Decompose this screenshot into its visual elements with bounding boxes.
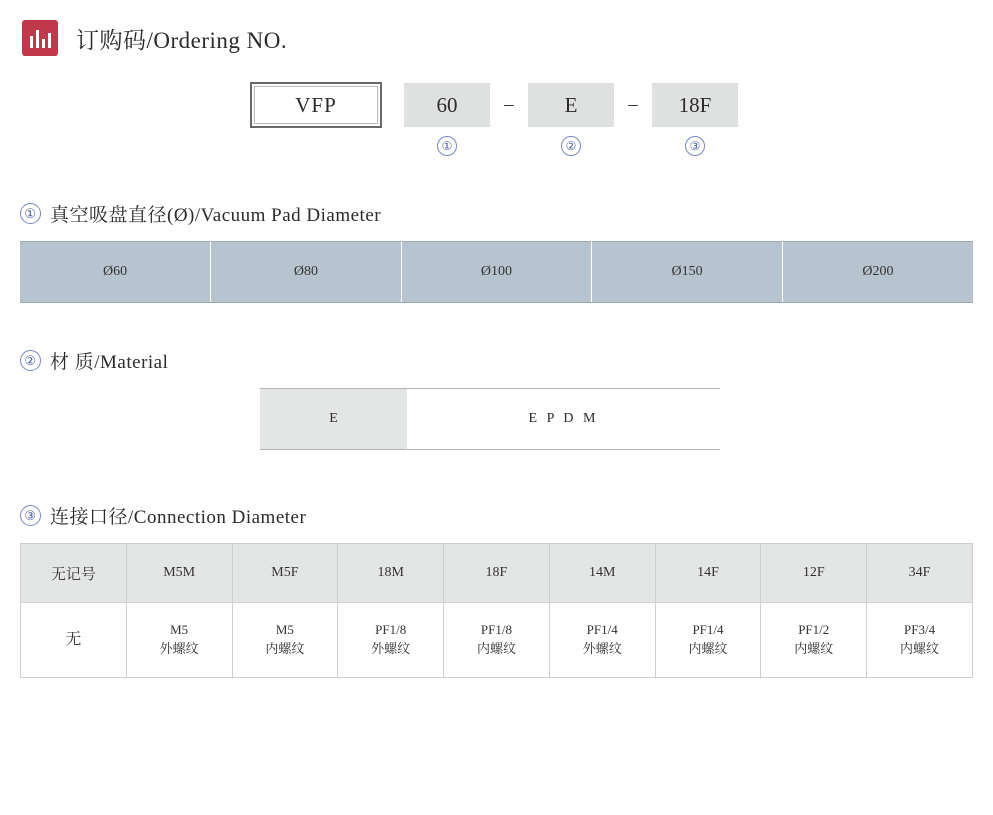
connection-value-line1: 无 bbox=[65, 631, 82, 649]
circled-number: ② bbox=[561, 136, 581, 156]
ordering-code-separator-2: – bbox=[628, 94, 638, 115]
table-header-row bbox=[21, 544, 973, 603]
table-row bbox=[260, 389, 720, 450]
connection-value-cell bbox=[232, 603, 338, 678]
section-heading-pad-diameter bbox=[0, 200, 993, 227]
circled-number: ③ bbox=[685, 136, 705, 156]
pad-diameter-cell: Ø150 bbox=[592, 242, 783, 303]
connection-value-cell bbox=[444, 603, 550, 678]
ordering-code-segment-2: E bbox=[528, 83, 614, 127]
connection-header-cell: 18M bbox=[338, 544, 444, 603]
pad-diameter-cell: Ø200 bbox=[782, 242, 973, 303]
page-title: 订购码/Ordering NO. bbox=[76, 27, 288, 53]
connection-value-line2: 内螺纹 bbox=[794, 641, 834, 656]
connection-value-line2: 内螺纹 bbox=[265, 641, 305, 656]
connection-value-line1: PF1/8 bbox=[375, 622, 407, 638]
section-heading-connection-diameter bbox=[0, 502, 993, 529]
circled-number: ① bbox=[20, 203, 41, 224]
connection-value-cell bbox=[126, 603, 232, 678]
table-row bbox=[20, 242, 973, 303]
connection-value-line2: 内螺纹 bbox=[688, 641, 728, 656]
connection-value-line1: PF1/2 bbox=[798, 622, 830, 638]
connection-value-line1: PF1/4 bbox=[692, 622, 724, 638]
section-title: 材 质/Material bbox=[50, 352, 169, 373]
pad-diameter-cell: Ø100 bbox=[401, 242, 592, 303]
connection-header-cell: 18F bbox=[444, 544, 550, 603]
ordering-code-marker-3 bbox=[652, 136, 738, 156]
connection-header-cell: 14M bbox=[549, 544, 655, 603]
connection-value-line1: PF1/4 bbox=[586, 622, 618, 638]
pad-diameter-cell: Ø60 bbox=[20, 242, 211, 303]
ordering-code-separator-1: – bbox=[504, 94, 514, 115]
ordering-code-segment-3: 18F bbox=[652, 83, 738, 127]
connection-header-cell: 12F bbox=[761, 544, 867, 603]
circled-number: ① bbox=[437, 136, 457, 156]
connection-value-line2: 外螺纹 bbox=[159, 641, 199, 656]
connection-header-cell: M5F bbox=[232, 544, 338, 603]
connection-value-cell bbox=[655, 603, 761, 678]
connection-value-cell bbox=[338, 603, 444, 678]
pad-diameter-cell: Ø80 bbox=[211, 242, 402, 303]
connection-value-line1: PF3/4 bbox=[904, 622, 936, 638]
section-heading-material bbox=[0, 347, 993, 374]
bar-chart-icon bbox=[22, 20, 58, 56]
connection-header-cell: M5M bbox=[126, 544, 232, 603]
circled-number: ③ bbox=[20, 505, 41, 526]
connection-value-line2: 外螺纹 bbox=[582, 641, 622, 656]
section-title: 连接口径/Connection Diameter bbox=[50, 507, 307, 528]
connection-header-cell: 34F bbox=[867, 544, 973, 603]
material-table bbox=[260, 388, 720, 450]
connection-value-line2: 外螺纹 bbox=[371, 641, 411, 656]
connection-diameter-table bbox=[20, 543, 973, 678]
connection-value-line2: 内螺纹 bbox=[476, 641, 516, 656]
connection-value-cell bbox=[867, 603, 973, 678]
page-header bbox=[0, 0, 993, 56]
table-row bbox=[21, 603, 973, 678]
connection-header-cell: 14F bbox=[655, 544, 761, 603]
connection-header-cell: 无记号 bbox=[21, 544, 127, 603]
material-name-cell: E P D M bbox=[407, 389, 720, 450]
connection-value-line1: M5 bbox=[170, 622, 189, 638]
pad-diameter-table bbox=[20, 241, 973, 303]
ordering-code-marker-1 bbox=[404, 136, 490, 156]
circled-number: ② bbox=[20, 350, 41, 371]
connection-value-line1: PF1/8 bbox=[480, 622, 512, 638]
section-title: 真空吸盘直径(Ø)/Vacuum Pad Diameter bbox=[50, 205, 382, 226]
ordering-code-segment-1: 60 bbox=[404, 83, 490, 127]
material-code-cell: E bbox=[260, 389, 407, 450]
connection-value-cell bbox=[21, 603, 127, 678]
ordering-code-marker-2 bbox=[528, 136, 614, 156]
connection-value-line1: M5 bbox=[275, 622, 294, 638]
ordering-code-markers bbox=[0, 136, 993, 156]
ordering-code-prefix: VFP bbox=[250, 82, 382, 128]
ordering-code-row bbox=[0, 82, 993, 128]
connection-value-cell bbox=[549, 603, 655, 678]
connection-value-line2: 内螺纹 bbox=[900, 641, 940, 656]
connection-value-cell bbox=[761, 603, 867, 678]
